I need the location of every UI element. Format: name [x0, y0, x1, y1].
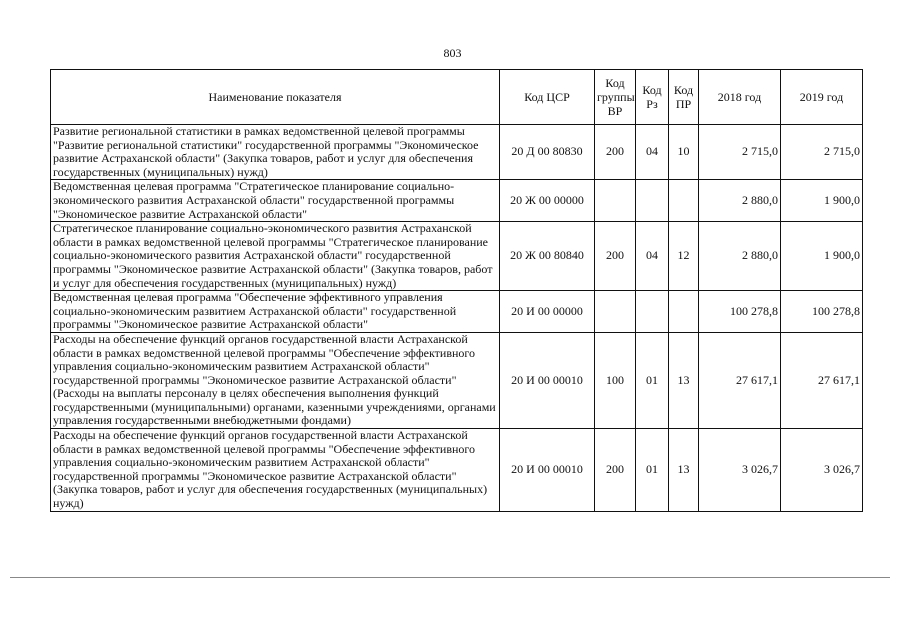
header-2019: 2019 год: [781, 70, 863, 125]
row-2018: 2 880,0: [699, 180, 781, 222]
header-rz-line: Код: [642, 83, 662, 97]
row-name: Развитие региональной статистики в рамках ведомственной целевой программы "Развитие региональной статистики" государственной программы "Экономическое развитие Астраханской области" (Закупка товаров, работ и услуг для обеспечения государственных (муниципальных) нужд): [51, 125, 500, 180]
row-2019: 1 900,0: [781, 222, 863, 291]
header-rz: [636, 70, 669, 125]
row-rz: 04: [636, 222, 669, 291]
row-rz: 01: [636, 429, 669, 512]
row-2019: 1 900,0: [781, 180, 863, 222]
page-number: 803: [443, 46, 462, 60]
row-2019: 3 026,7: [781, 429, 863, 512]
row-rz: 01: [636, 332, 669, 428]
row-csr: 20 Ж 00 00000: [500, 180, 595, 222]
row-vr: 200: [595, 125, 636, 180]
row-pr: [669, 291, 699, 333]
table-row: [51, 222, 863, 291]
row-2018: 27 617,1: [699, 332, 781, 428]
header-vr: [595, 70, 636, 125]
row-2018: 100 278,8: [699, 291, 781, 333]
row-name: Стратегическое планирование социально-экономического развития Астраханской области в рамках ведомственной целевой программы "Стратегическое планирование социально-экономического развития Астраханской области" государственной программы "Экономическое развитие Астраханской области" (Закупка товаров, работ и услуг для обеспечения государственных (муниципальных) нужд): [51, 222, 500, 291]
row-csr: 20 Ж 00 80840: [500, 222, 595, 291]
row-pr: 10: [669, 125, 699, 180]
row-2019: 27 617,1: [781, 332, 863, 428]
row-2018: 2 715,0: [699, 125, 781, 180]
row-vr: [595, 180, 636, 222]
table-row: [51, 332, 863, 428]
header-csr: Код ЦСР: [500, 70, 595, 125]
header-pr-line: ПР: [675, 97, 692, 111]
row-name: Ведомственная целевая программа "Обеспечение эффективного управления социально-экономическим развитием Астраханской области" государственной программы "Экономическое развитие Астраханской области": [51, 291, 500, 333]
row-pr: [669, 180, 699, 222]
row-2018: 2 880,0: [699, 222, 781, 291]
row-2018: 3 026,7: [699, 429, 781, 512]
table-row: [51, 291, 863, 333]
row-name: Расходы на обеспечение функций органов государственной власти Астраханской области в рамках ведомственной целевой программы "Обеспечение эффективного управления социально-экономическим развитием Астраханской области" государственной программы "Экономическое развитие Астраханской области" (Расходы на выплаты персоналу в целях обеспечения выполнения функций государственными (муниципальными) органами, казенными учреждениями, органами управления государственными внебюджетными фондами): [51, 332, 500, 428]
row-vr: 200: [595, 429, 636, 512]
row-csr: 20 И 00 00010: [500, 332, 595, 428]
row-csr: 20 И 00 00000: [500, 291, 595, 333]
table-row: [51, 125, 863, 180]
page-bottom-rule: [10, 577, 890, 578]
budget-table: [50, 69, 863, 512]
table-row: [51, 180, 863, 222]
table-header-row: [51, 70, 863, 125]
header-pr-line: Код: [673, 83, 694, 97]
row-pr: 12: [669, 222, 699, 291]
row-2019: 100 278,8: [781, 291, 863, 333]
header-2018: 2018 год: [699, 70, 781, 125]
header-pr: [669, 70, 699, 125]
header-rz-line: Рз: [646, 97, 658, 111]
header-vr-line: группы: [597, 90, 635, 104]
row-pr: 13: [669, 429, 699, 512]
header-name: Наименование показателя: [51, 70, 500, 125]
header-vr-line: ВР: [607, 104, 623, 118]
row-2019: 2 715,0: [781, 125, 863, 180]
row-rz: [636, 180, 669, 222]
row-rz: [636, 291, 669, 333]
row-rz: 04: [636, 125, 669, 180]
row-pr: 13: [669, 332, 699, 428]
row-vr: 100: [595, 332, 636, 428]
header-vr-line: Код: [605, 76, 625, 90]
table-row: [51, 429, 863, 512]
row-csr: 20 Д 00 80830: [500, 125, 595, 180]
row-csr: 20 И 00 00010: [500, 429, 595, 512]
row-name: Расходы на обеспечение функций органов государственной власти Астраханской области в рамках ведомственной целевой программы "Обеспечение эффективного управления социально-экономическим развитием Астраханской области" государственной программы "Экономическое развитие Астраханской области" (Закупка товаров, работ и услуг для обеспечения государственных (муниципальных) нужд): [51, 429, 500, 512]
row-name: Ведомственная целевая программа "Стратегическое планирование социально-экономического развития Астраханской области" государственной программы "Экономическое развитие Астраханской области": [51, 180, 500, 222]
row-vr: 200: [595, 222, 636, 291]
row-vr: [595, 291, 636, 333]
